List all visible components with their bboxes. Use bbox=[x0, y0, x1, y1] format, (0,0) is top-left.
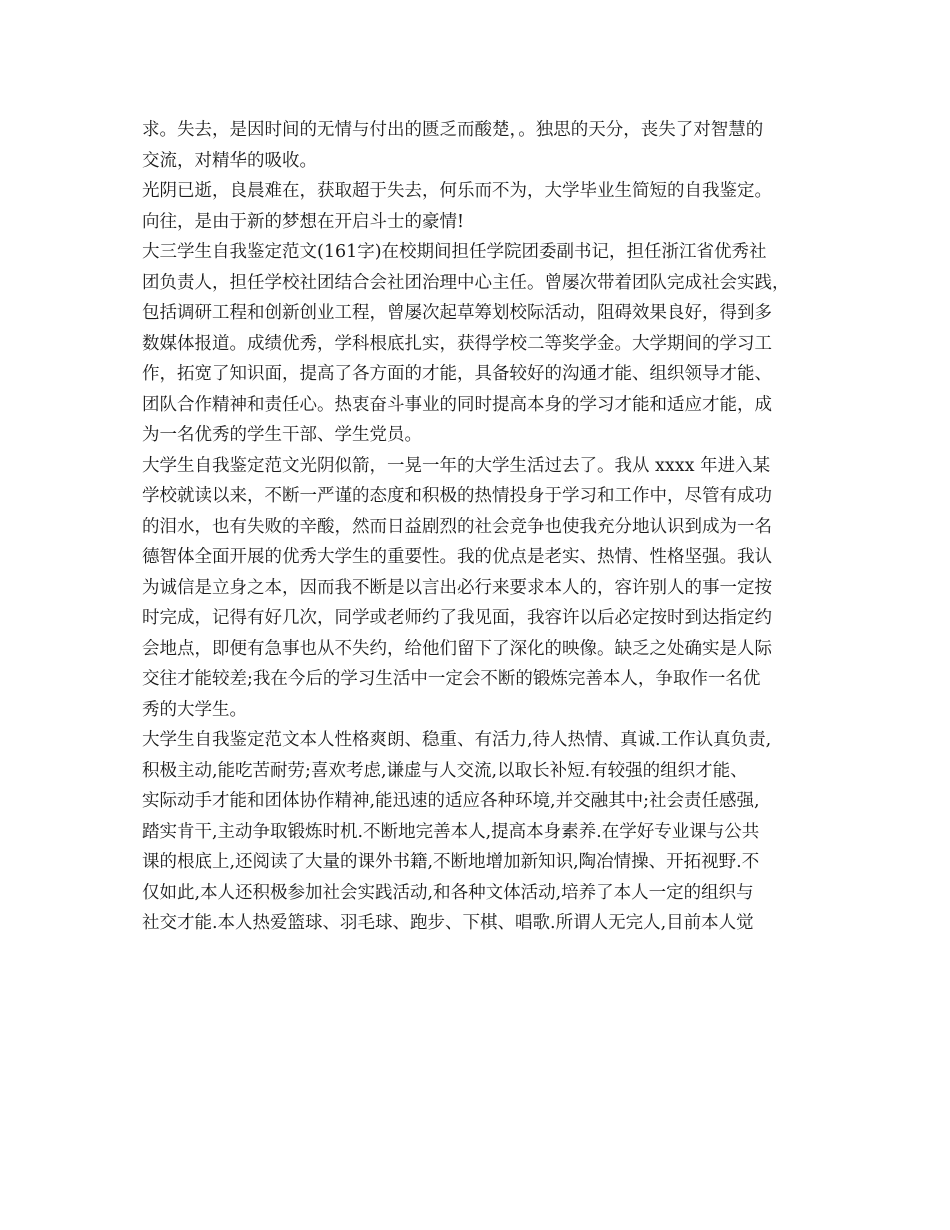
text-line: 大三学生自我鉴定范文(161字)在校期间担任学院团委副书记，担任浙江省优秀社 bbox=[142, 242, 767, 262]
text-line: 仅如此,本人还积极参加社会实践活动,和各种文体活动,培养了本人一定的组织与 bbox=[142, 882, 754, 903]
text-line: 实际动手才能和团体协作精神,能迅速的适应各种环境,并交融其中;社会责任感强, bbox=[142, 791, 760, 811]
text-line: 德智体全面开展的优秀大学生的重要性。我的优点是老实、热情、性格坚强。我认 bbox=[142, 547, 772, 567]
text-line: 作，拓宽了知识面，提高了各方面的才能，具备较好的沟通才能、组织领导才能、 bbox=[142, 364, 772, 384]
text-line: 团队合作精神和责任心。热衷奋斗事业的同时提高本身的学习才能和适应才能，成 bbox=[142, 394, 772, 415]
text-line: 团负责人，担任学校社团结合会社团治理中心主任。曾屡次带着团队完成社会实践， bbox=[142, 272, 790, 293]
text-line: 学校就读以来，不断一严谨的态度和积极的热情投身于学习和工作中，尽管有成功 bbox=[142, 486, 772, 506]
document-body bbox=[142, 115, 822, 939]
text-line: 积极主动,能吃苦耐劳;喜欢考虑,谦虚与人交流,以取长补短.有较强的组织才能、 bbox=[142, 760, 748, 781]
text-line: 时完成，记得有好几次，同学或老师约了我见面，我容许以后必定按时到达指定约 bbox=[142, 608, 772, 628]
text-line: 交流，对精华的吸收。 bbox=[142, 150, 317, 171]
text-line: 秀的大学生。 bbox=[142, 699, 247, 720]
text-line: 求。失去，是因时间的无情与付出的匮乏而酸楚，。独思的天分，丧失了对智慧的 bbox=[142, 120, 764, 140]
text-line: 的泪水，也有失败的辛酸，然而日益剧烈的社会竞争也使我充分地认识到成为一名 bbox=[142, 516, 772, 537]
text-line: 数媒体报道。成绩优秀，学科根底扎实，获得学校二等奖学金。大学期间的学习工 bbox=[142, 333, 772, 354]
text-line: 踏实肯干,主动争取锻炼时机.不断地完善本人,提高本身素养.在学好专业课与公共 bbox=[142, 821, 760, 842]
text-line: 交往才能较差;我在今后的学习生活中一定会不断的锻炼完善本人，争取作一名优 bbox=[142, 669, 761, 689]
text-line: 为诚信是立身之本，因而我不断是以言出必行来要求本人的，容许别人的事一定按 bbox=[142, 577, 772, 598]
text-line: 大学生自我鉴定范文本人性格爽朗、稳重、有活力,待人热情、真诚.工作认真负责, bbox=[142, 730, 772, 750]
text-line: 包括调研工程和创新创业工程，曾屡次起草筹划校际活动，阻碍效果良好，得到多 bbox=[142, 303, 772, 323]
text-line: 会地点，即便有急事也从不失约，给他们留下了深化的映像。缺乏之处确实是人际 bbox=[142, 638, 772, 659]
text-line: 为一名优秀的学生干部、学生党员。 bbox=[142, 425, 422, 445]
text-line: 向往，是由于新的梦想在开启斗士的豪情! bbox=[142, 211, 465, 232]
text-line: 社交才能.本人热爱篮球、羽毛球、跑步、下棋、唱歌.所谓人无完人,目前本人觉 bbox=[142, 913, 754, 933]
text-line: 大学生自我鉴定范文光阴似箭，一晃一年的大学生活过去了。我从 xxxx 年进入某 bbox=[142, 455, 771, 476]
text-line: 课的根底上,还阅读了大量的课外书籍,不断地增加新知识,陶冶情操、开拓视野.不 bbox=[142, 852, 760, 872]
text-line: 光阴已逝，良晨难在，获取超于失去，何乐而不为，大学毕业生简短的自我鉴定。 bbox=[142, 181, 772, 201]
